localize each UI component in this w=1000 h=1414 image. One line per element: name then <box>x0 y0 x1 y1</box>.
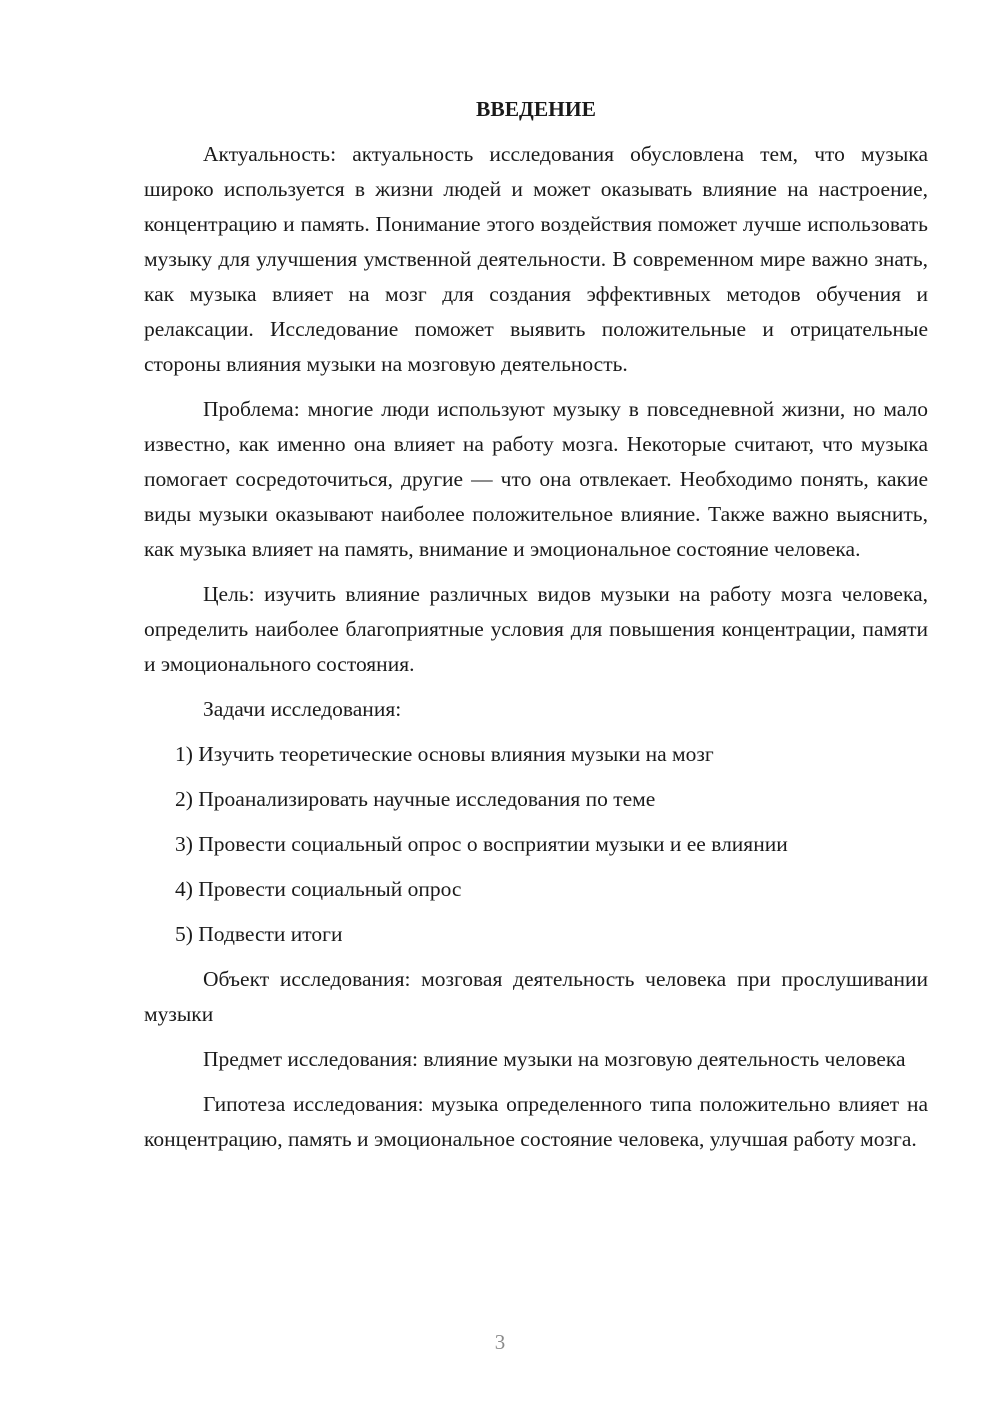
page-number: 3 <box>494 1330 506 1354</box>
task-item-1: 1) Изучить теоретические основы влияния музыки на мозг <box>175 742 714 766</box>
paragraph-problem: Проблема: многие люди используют музыку в повседневной жизни, но мало известно, как именно она влияет на работу мозга. Некоторые считают, что музыка помогает сосредоточиться, другие — что она отвлекает. Необходимо понять, какие виды музыки оказывают наиболее положительное влияние. Также важно выяснить, как музыка влияет на память, внимание и эмоциональное состояние человека. <box>144 397 928 561</box>
paragraph-relevance: Актуальность: актуальность исследования обусловлена тем, что музыка широко используется в жизни людей и может оказывать влияние на настроение, концентрацию и память. Понимание этого воздействия поможет лучше использовать музыку для улучшения умственной деятельности. В современном мире важно знать, как музыка влияет на мозг для создания эффективных методов обучения и релаксации. Исследование поможет выявить положительные и отрицательные стороны влияния музыки на мозговую деятельность. <box>144 142 928 376</box>
document-page <box>144 92 928 1167</box>
tasks-heading: Задачи исследования: <box>203 697 402 721</box>
task-item-4: 4) Провести социальный опрос <box>175 877 462 901</box>
task-item-2: 2) Проанализировать научные исследования по теме <box>175 787 656 811</box>
paragraph-hypothesis: Гипотеза исследования: музыка определенного типа положительно влияет на концентрацию, память и эмоциональное состояние человека, улучшая работу мозга. <box>144 1092 928 1151</box>
paragraph-subject: Предмет исследования: влияние музыки на мозговую деятельность человека <box>203 1047 906 1071</box>
task-item-3: 3) Провести социальный опрос о восприятии музыки и ее влиянии <box>175 832 788 856</box>
task-list <box>144 737 928 952</box>
paragraph-goal: Цель: изучить влияние различных видов музыки на работу мозга человека, определить наиболее благоприятные условия для повышения концентрации, памяти и эмоционального состояния. <box>144 582 928 676</box>
task-item-5: 5) Подвести итоги <box>175 922 343 946</box>
paragraph-object: Объект исследования: мозговая деятельность человека при прослушивании музыки <box>144 967 928 1026</box>
page-title: ВВЕДЕНИЕ <box>476 97 596 121</box>
